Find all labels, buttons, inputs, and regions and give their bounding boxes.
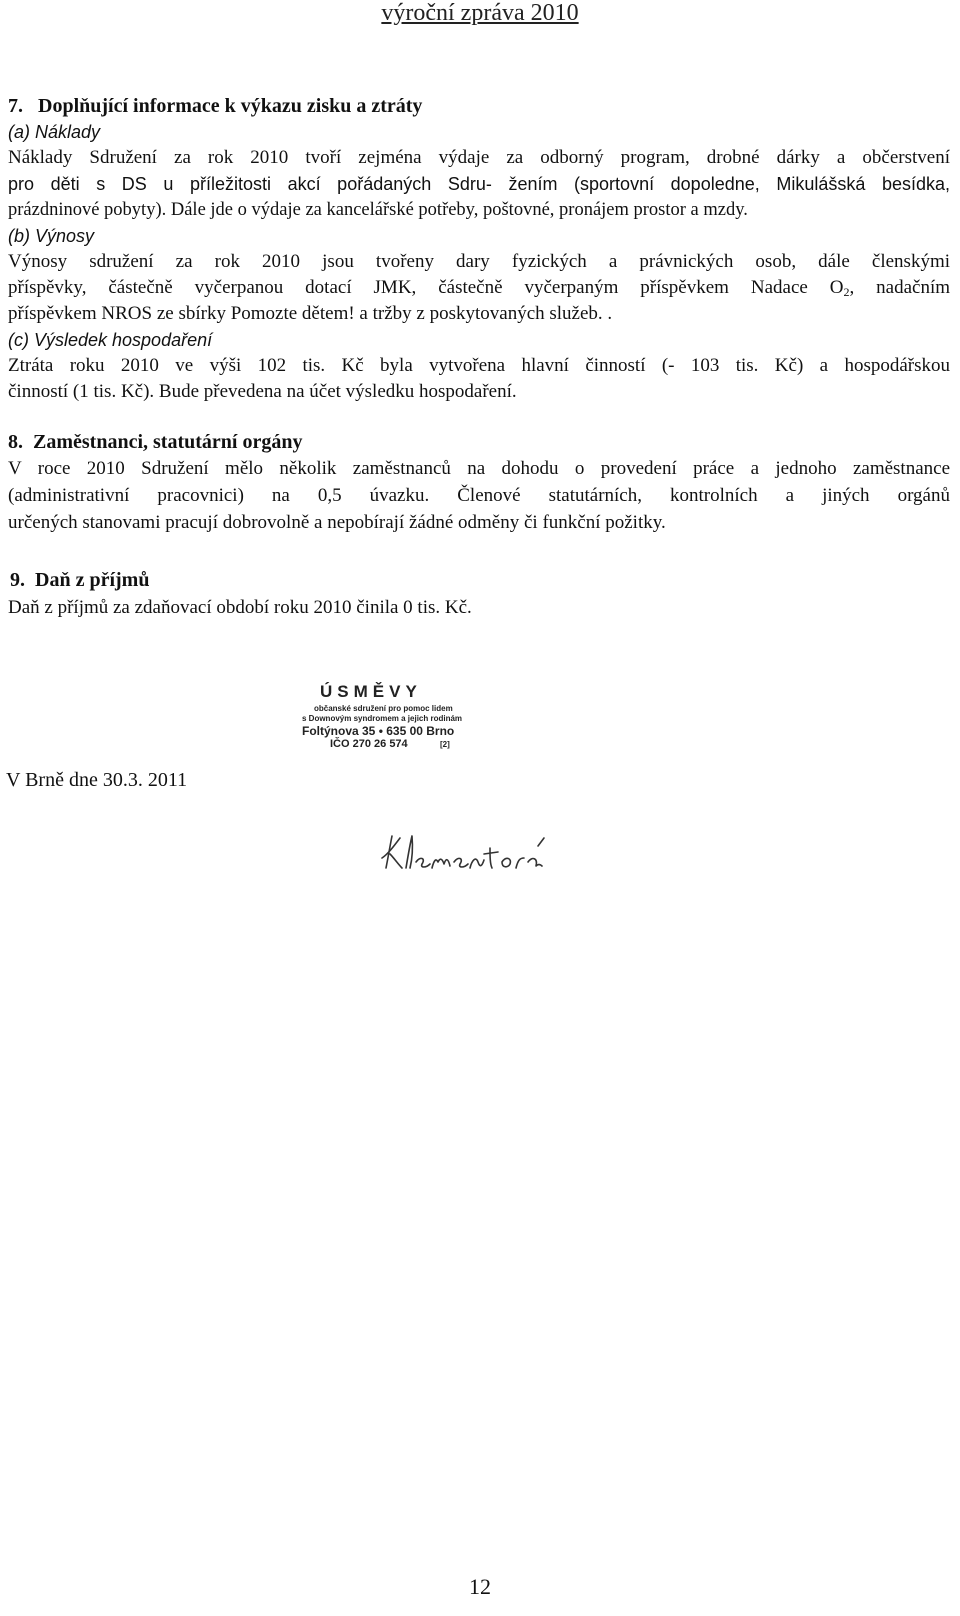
section-7b-line-3: příspěvkem NROS ze sbírky Pomozte dětem! a tržby z poskytovaných služeb. . — [8, 303, 613, 324]
organization-stamp — [300, 680, 470, 760]
section-7-heading — [8, 94, 422, 118]
stamp-title: ÚSMĚVY — [320, 682, 422, 701]
stamp-line-1: občanské sdružení pro pomoc lidem — [314, 704, 453, 713]
section-8-line-2: (administrativní pracovnici) na 0,5 úvazku. Členové statutárních, kontrolních a jiných orgánů — [8, 485, 950, 506]
section-7b-line-2 — [8, 276, 950, 304]
section-7-number: 7. — [8, 95, 23, 117]
stamp-ico: IČO 270 26 574 — [330, 738, 408, 750]
nadace-subscript: 2 — [843, 285, 850, 299]
section-7c-line-2: činností (1 tis. Kč). Bude převedena na účet výsledku hospodaření. — [8, 381, 517, 402]
stamp-code: [2] — [440, 740, 450, 749]
section-7a-line-3: prázdninové pobyty). Dále jde o výdaje za kancelářské potřeby, poštovné, pronájem prostor a mzdy. — [8, 200, 748, 220]
section-7b-label: (b) Výnosy — [8, 226, 95, 246]
stamp-line-2: s Downovým syndromem a jejich rodinám — [302, 714, 463, 723]
section-8-line-1: V roce 2010 Sdružení mělo několik zaměstnanců na dohodu o provedení práce a jednoho zaměstnance — [8, 458, 950, 479]
place-and-date: V Brně dne 30.3. 2011 — [6, 769, 188, 791]
section-7c-label: (c) Výsledek hospodaření — [8, 330, 213, 350]
section-8-heading — [8, 430, 302, 454]
section-9-line: Daň z příjmů za zdaňovací období roku 2010 činila 0 tis. Kč. — [8, 597, 472, 618]
section-7-title: Doplňující informace k výkazu zisku a ztráty — [38, 95, 423, 117]
section-7b-line-1: Výnosy sdružení za rok 2010 jsou tvořeny dary fyzických a právnických osob, dále členskými — [8, 251, 950, 272]
section-9-number: 9. — [10, 569, 25, 591]
section-9-heading — [10, 568, 149, 592]
section-7a-line-1: Náklady Sdružení za rok 2010 tvoří zejména výdaje za odborný program, drobné dárky a občerstvení — [8, 147, 950, 168]
signature-image — [380, 828, 550, 878]
section-7a-label: (a) Náklady — [8, 122, 101, 142]
section-8-number: 8. — [8, 431, 23, 453]
section-7c-line-1: Ztráta roku 2010 ve výši 102 tis. Kč byla vytvořena hlavní činností (- 103 tis. Kč) a hospodářskou — [8, 355, 950, 376]
section-7b-line-2-suffix: , nadačním — [849, 277, 950, 298]
section-8-title: Zaměstnanci, statutární orgány — [33, 431, 303, 453]
section-8-line-3: určených stanovami pracují dobrovolně a nepobírají žádné odměny či funkční požitky. — [8, 512, 666, 533]
section-7a-line-2: pro děti s DS u příležitosti akcí pořádaných Sdru- žením (sportovní dopoledne, Mikulášská besídka, — [8, 174, 950, 194]
page-number: 12 — [469, 1574, 491, 1599]
header-title: výroční zpráva 2010 — [381, 0, 579, 26]
stamp-address: Foltýnova 35 • 635 00 Brno — [302, 724, 455, 738]
section-9-title: Daň z příjmů — [35, 569, 150, 591]
section-7b-line-2-text: příspěvky, částečně vyčerpanou dotací JMK, částečně vyčerpaným příspěvkem Nadace O — [8, 277, 844, 298]
